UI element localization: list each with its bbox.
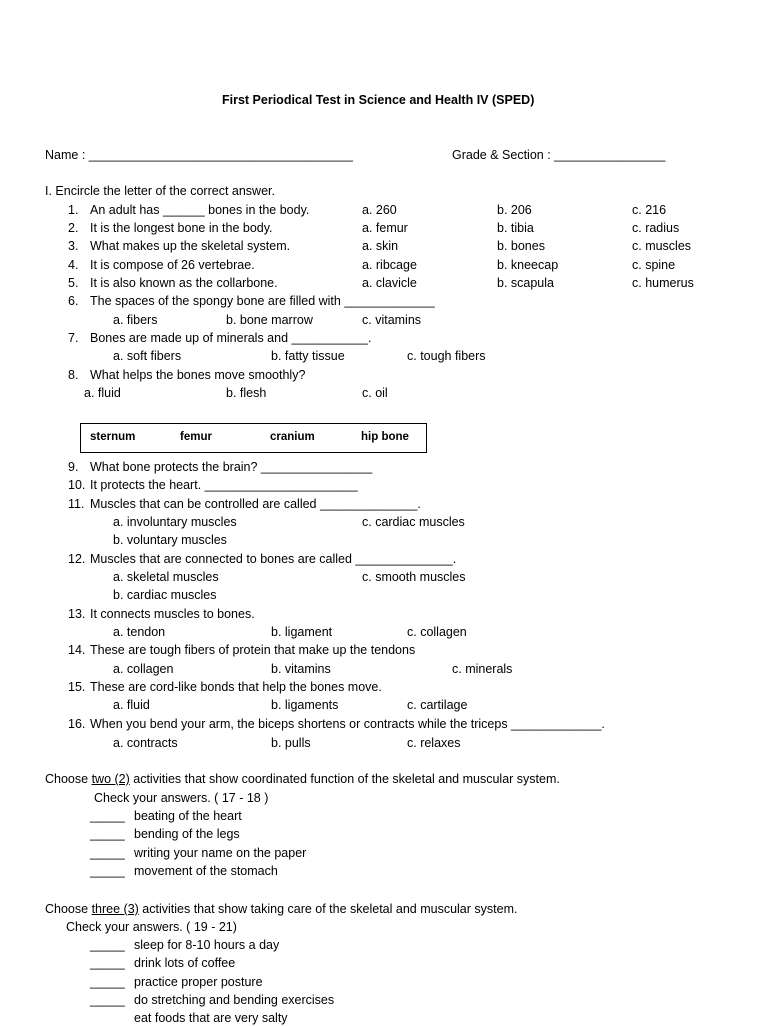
q14-text: These are tough fibers of protein that make up the tendons	[90, 643, 416, 657]
q1-text: An adult has ______ bones in the body.	[90, 203, 310, 217]
q2-number: 2.	[68, 221, 79, 235]
section4-check-note: Check your answers. ( 19 - 21)	[66, 920, 237, 934]
name-field-label: Name : ______________________________________	[45, 148, 353, 162]
q6-option-c: c. vitamins	[362, 313, 422, 327]
q13-option-b: b. ligament	[271, 625, 333, 639]
grade-section-label: Grade & Section : ________________	[452, 148, 666, 162]
section3-emphasis: two (2)	[91, 772, 130, 786]
q16-text: When you bend your arm, the biceps shortens or contracts while the triceps _____________.	[90, 717, 605, 731]
section3-blank: _____	[90, 864, 125, 878]
q7-option-a: a. soft fibers	[113, 349, 182, 363]
section4-item: eat foods that are very salty	[134, 1011, 288, 1025]
q2-option-a: a. femur	[362, 221, 408, 235]
q3-option-a: a. skin	[362, 239, 399, 253]
section4-item: practice proper posture	[134, 975, 263, 989]
q14-option-a: a. collagen	[113, 662, 174, 676]
q5-number: 5.	[68, 276, 79, 290]
q3-number: 3.	[68, 239, 79, 253]
section3-item: bending of the legs	[134, 827, 240, 841]
word-bank-item: femur	[180, 431, 212, 443]
q1-option-c: c. 216	[632, 203, 667, 217]
q8-number: 8.	[68, 368, 79, 382]
q10-text: It protects the heart. ______________________	[90, 478, 358, 492]
q5-option-a: a. clavicle	[362, 276, 417, 290]
q13-text: It connects muscles to bones.	[90, 607, 255, 621]
section4-blank: _____	[90, 938, 125, 952]
q11-option-c: c. cardiac muscles	[362, 515, 465, 529]
q7-option-c: c. tough fibers	[407, 349, 486, 363]
section4-item: sleep for 8-10 hours a day	[134, 938, 280, 952]
q13-number: 13.	[68, 607, 86, 621]
q6-option-a: a. fibers	[113, 313, 158, 327]
q15-number: 15.	[68, 680, 86, 694]
word-bank-item: cranium	[270, 431, 315, 443]
section3-item: movement of the stomach	[134, 864, 278, 878]
q15-option-b: b. ligaments	[271, 698, 339, 712]
q16-option-a: a. contracts	[113, 736, 178, 750]
q13-option-c: c. collagen	[407, 625, 467, 639]
q8-option-a: a. fluid	[84, 386, 121, 400]
section4-item: drink lots of coffee	[134, 956, 236, 970]
q14-option-c: c. minerals	[452, 662, 513, 676]
q4-option-c: c. spine	[632, 258, 676, 272]
q15-text: These are cord-like bonds that help the bones move.	[90, 680, 382, 694]
section3-pre: Choose	[45, 772, 92, 786]
q13-option-a: a. tendon	[113, 625, 166, 639]
page-title: First Periodical Test in Science and Health IV (SPED)	[222, 93, 535, 107]
q16-number: 16.	[68, 717, 86, 731]
q3-text: What makes up the skeletal system.	[90, 239, 291, 253]
q11-text: Muscles that can be controlled are called ______________.	[90, 497, 421, 511]
q7-text: Bones are made up of minerals and ___________.	[90, 331, 372, 345]
section3-item: writing your name on the paper	[134, 846, 307, 860]
section3-blank: _____	[90, 827, 125, 841]
q2-text: It is the longest bone in the body.	[90, 221, 273, 235]
q15-option-c: c. cartilage	[407, 698, 468, 712]
q14-number: 14.	[68, 643, 86, 657]
q3-option-c: c. muscles	[632, 239, 692, 253]
q2-option-b: b. tibia	[497, 221, 534, 235]
q4-text: It is compose of 26 vertebrae.	[90, 258, 255, 272]
q1-option-b: b. 206	[497, 203, 532, 217]
section3-blank: _____	[90, 809, 125, 823]
q9-number: 9.	[68, 460, 79, 474]
q5-option-c: c. humerus	[632, 276, 694, 290]
section4-item: do stretching and bending exercises	[134, 993, 335, 1007]
q8-option-b: b. flesh	[226, 386, 267, 400]
q12-option-c: c. smooth muscles	[362, 570, 466, 584]
section4-blank: _____	[90, 993, 125, 1007]
q10-number: 10.	[68, 478, 86, 492]
section4-pre: Choose	[45, 902, 92, 916]
q1-number: 1.	[68, 203, 79, 217]
section4-blank: _____	[90, 956, 125, 970]
q11-option-a: a. involuntary muscles	[113, 515, 237, 529]
q14-option-b: b. vitamins	[271, 662, 331, 676]
section3-blank: _____	[90, 846, 125, 860]
word-bank-item: hip bone	[361, 431, 409, 443]
section4-emphasis: three (3)	[91, 902, 139, 916]
q3-option-b: b. bones	[497, 239, 545, 253]
q16-option-b: b. pulls	[271, 736, 311, 750]
q5-text: It is also known as the collarbone.	[90, 276, 278, 290]
word-bank-item: sternum	[90, 431, 136, 443]
q4-number: 4.	[68, 258, 79, 272]
q2-option-c: c. radius	[632, 221, 680, 235]
q6-number: 6.	[68, 294, 79, 308]
q1-option-a: a. 260	[362, 203, 397, 217]
section4-post: activities that show taking care of the skeletal and muscular system.	[138, 902, 518, 916]
word-bank-box	[80, 423, 427, 453]
q8-text: What helps the bones move smoothly?	[90, 368, 306, 382]
section4-instruction	[45, 901, 517, 917]
section3-item: beating of the heart	[134, 809, 242, 823]
q8-option-c: c. oil	[362, 386, 388, 400]
section3-check-note: Check your answers. ( 17 - 18 )	[94, 791, 269, 805]
q11-number: 11.	[68, 497, 85, 511]
q9-text: What bone protects the brain? ________________	[90, 460, 373, 474]
q5-option-b: b. scapula	[497, 276, 554, 290]
section4-blank: _____	[90, 975, 125, 989]
q15-option-a: a. fluid	[113, 698, 150, 712]
q11-option-b: b. voluntary muscles	[113, 533, 227, 547]
section3-post: activities that show coordinated function of the skeletal and muscular system.	[129, 772, 560, 786]
q12-number: 12.	[68, 552, 86, 566]
section3-instruction	[45, 771, 560, 787]
q7-option-b: b. fatty tissue	[271, 349, 345, 363]
q4-option-b: b. kneecap	[497, 258, 559, 272]
q12-option-b: b. cardiac muscles	[113, 588, 217, 602]
q12-option-a: a. skeletal muscles	[113, 570, 219, 584]
q12-text: Muscles that are connected to bones are called ______________.	[90, 552, 457, 566]
q16-option-c: c. relaxes	[407, 736, 461, 750]
q6-option-b: b. bone marrow	[226, 313, 313, 327]
part1-instruction: I. Encircle the letter of the correct answer.	[45, 184, 275, 198]
q7-number: 7.	[68, 331, 79, 345]
q6-text: The spaces of the spongy bone are filled with _____________	[90, 294, 435, 308]
q4-option-a: a. ribcage	[362, 258, 417, 272]
